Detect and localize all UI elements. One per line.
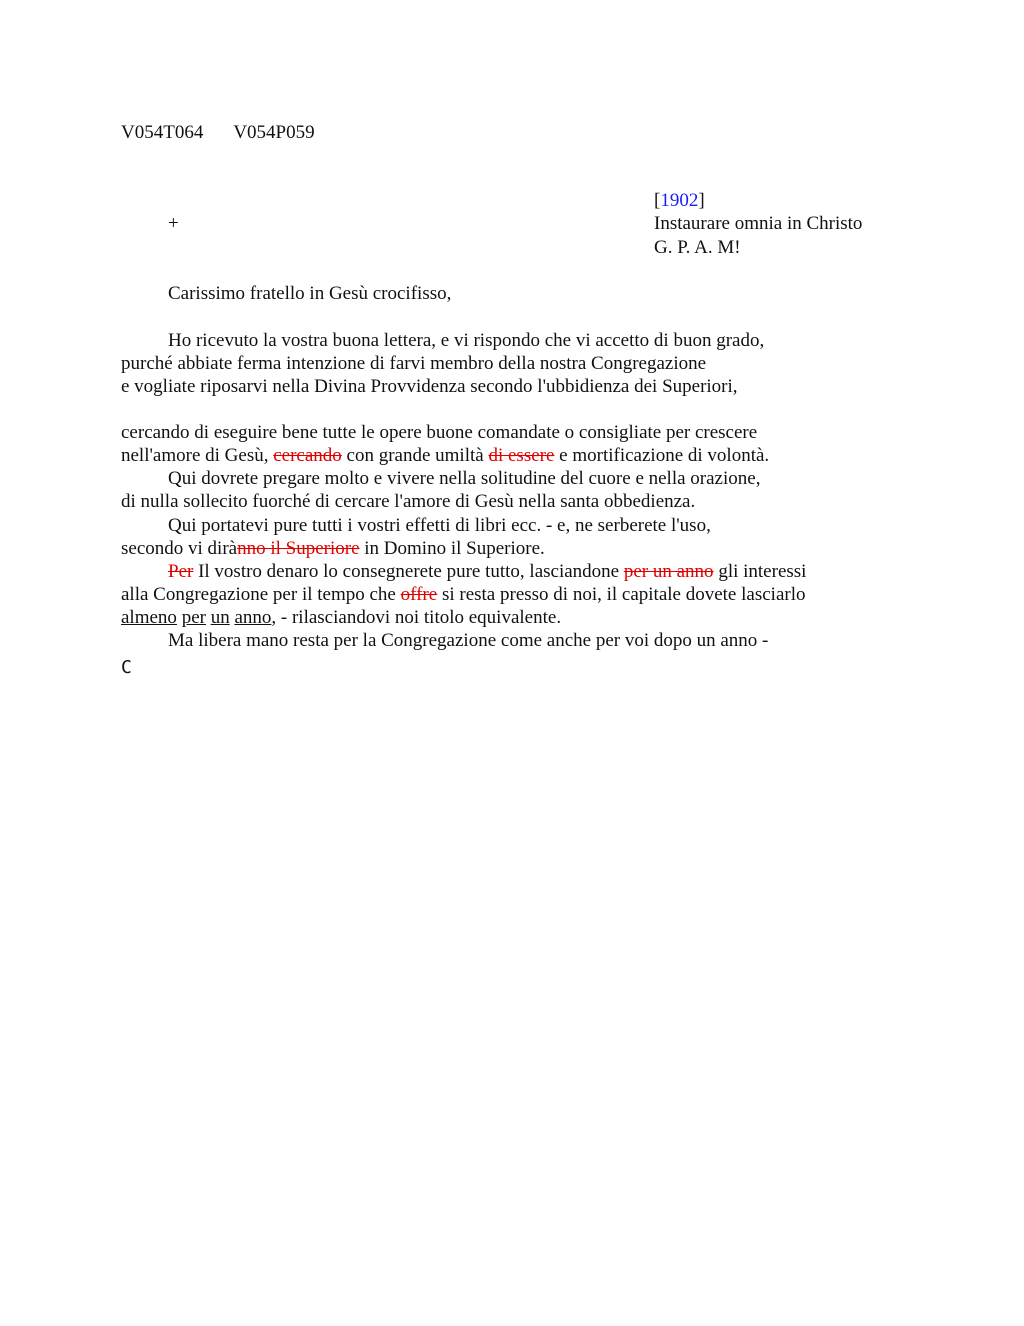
p2-line-1: cercando di eseguire bene tutte le opere buone comandate o consigliate per crescere xyxy=(121,422,758,443)
salutation: Carissimo fratello in Gesù crocifisso, xyxy=(168,283,452,304)
text-segment: alla Congregazione per il tempo che xyxy=(121,584,401,605)
p1-line-1: Ho ricevuto la vostra buona lettera, e vi rispondo che vi accetto di buon grado, xyxy=(168,330,765,351)
cross-mark: + xyxy=(168,213,179,234)
motto: Instaurare omnia in Christo xyxy=(654,213,863,234)
underlined-text: per xyxy=(181,607,206,628)
text-segment: si resta presso di noi, il capitale dovete lasciarlo xyxy=(437,584,806,605)
underlined-text: un xyxy=(210,607,230,628)
text-segment: in Domino il Superiore. xyxy=(359,538,545,559)
p3-line-2: di nulla sollecito fuorché di cercare l'amore di Gesù nella santa obbedienza. xyxy=(121,491,696,512)
p4-line-1: Qui portatevi pure tutti i vostri effetti di libri ecc. - e, ne serberete l'uso, xyxy=(168,515,711,536)
deleted-text: cercando xyxy=(273,445,342,466)
text-segment: e mortificazione di volontà. xyxy=(554,445,770,466)
p1-line-2: purché abbiate ferma intenzione di farvi membro della nostra Congregazione xyxy=(121,353,707,374)
underlined-text: anno xyxy=(234,607,272,628)
text-segment: , - rilasciandovi noi titolo equivalente. xyxy=(271,607,562,628)
code-p: V054P059 xyxy=(233,122,315,143)
p6-line-1: Ma libera mano resta per la Congregazione come anche per voi dopo un anno - xyxy=(168,630,769,651)
text-segment: Il vostro denaro lo consegnerete pure tutto, lasciandone xyxy=(193,561,624,582)
p1-line-3: e vogliate riposarvi nella Divina Provvidenza secondo l'ubbidienza dei Superiori, xyxy=(121,376,738,397)
initials: G. P. A. M! xyxy=(654,237,741,258)
archive-codes xyxy=(121,121,345,144)
p4-line-2 xyxy=(121,537,545,560)
p5-line-2 xyxy=(121,583,805,606)
date-line xyxy=(654,189,705,212)
deleted-text: nno il Superiore xyxy=(237,538,360,559)
code-t: V054T064 xyxy=(121,122,204,143)
text-segment: con grande umiltà xyxy=(341,445,489,466)
date-bracket-close: ] xyxy=(698,190,705,211)
underlined-text: almeno xyxy=(121,607,177,628)
p2-line-2 xyxy=(121,444,769,467)
text-segment: gli interessi xyxy=(713,561,807,582)
footer-mark: C xyxy=(121,657,132,678)
date-bracket-open: [ xyxy=(654,190,661,211)
deleted-text: Per xyxy=(168,561,194,582)
deleted-text: offre xyxy=(400,584,438,605)
date-year: 1902 xyxy=(660,190,699,211)
p3-line-1: Qui dovrete pregare molto e vivere nella solitudine del cuore e nella orazione, xyxy=(168,468,761,489)
p5-line-1 xyxy=(168,560,806,583)
deleted-text: per un anno xyxy=(623,561,714,582)
text-segment: secondo vi dirà xyxy=(121,538,238,559)
p5-line-3 xyxy=(121,606,561,629)
text-segment: nell'amore di Gesù, xyxy=(121,445,274,466)
deleted-text: di essere xyxy=(488,445,555,466)
